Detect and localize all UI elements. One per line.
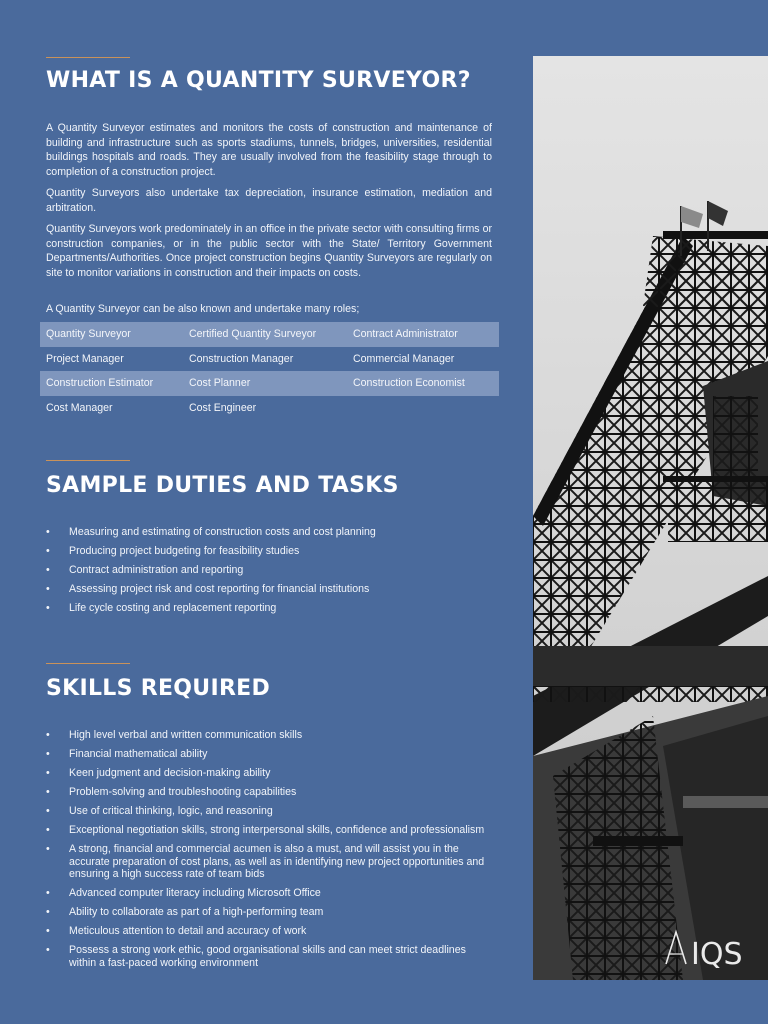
section-divider (46, 57, 130, 58)
list-item: • A strong, financial and commercial acumen is also a must, and will assist you in the accurate preparation of cost plans, as well as in identifying new project opportunities and ensuring a high success rate of team bids (46, 843, 486, 881)
list-item: • Assessing project risk and cost reporting for financial institutions (46, 583, 486, 596)
role-cell: Construction Estimator (46, 377, 154, 390)
list-item: • Advanced computer literacy including Microsoft Office (46, 887, 486, 900)
list-item: • Financial mathematical ability (46, 748, 486, 761)
role-cell: Cost Manager (46, 401, 113, 414)
paragraph: Quantity Surveyors also undertake tax depreciation, insurance estimation, mediation and arbitration. (46, 187, 492, 214)
duties-list (46, 526, 486, 615)
section-title-duties: SAMPLE DUTIES AND TASKS (46, 473, 399, 498)
crane-illustration (533, 56, 768, 980)
section-divider (46, 663, 130, 664)
list-item: • Meticulous attention to detail and accuracy of work (46, 925, 486, 938)
role-cell: Cost Planner (189, 377, 251, 390)
roles-row (40, 396, 499, 421)
list-item: • Keen judgment and decision-making ability (46, 767, 486, 780)
list-item: • Contract administration and reporting (46, 564, 486, 577)
roles-row (40, 322, 499, 347)
role-cell: Commercial Manager (353, 352, 455, 365)
list-item: • High level verbal and written communication skills (46, 729, 486, 742)
list-item: • Ability to collaborate as part of a high-performing team (46, 906, 486, 919)
list-item: • Life cycle costing and replacement reporting (46, 602, 486, 615)
list-item: • Measuring and estimating of construction costs and cost planning (46, 526, 486, 539)
skills-list (46, 729, 486, 969)
crane-photo (533, 56, 768, 980)
role-cell: Construction Manager (189, 352, 294, 365)
role-cell: Project Manager (46, 352, 124, 365)
role-cell: Certified Quantity Surveyor (189, 328, 317, 341)
paragraph: A Quantity Surveyor estimates and monitors the costs of construction and maintenance of building and infrastructure such as sports stadiums, tunnels, bridges, universities, residential buildings hospitals and roads. They are usually involved from the feasibility stage through to completion of a construction project. (46, 122, 492, 178)
list-item: • Use of critical thinking, logic, and reasoning (46, 805, 486, 818)
role-cell: Construction Economist (353, 377, 465, 390)
list-item: • Problem-solving and troubleshooting capabilities (46, 786, 486, 799)
svg-text:IQS: IQS (691, 937, 743, 972)
role-cell: Cost Engineer (189, 401, 257, 414)
list-item: • Exceptional negotiation skills, strong interpersonal skills, confidence and professionalism (46, 824, 486, 837)
section-divider (46, 460, 130, 461)
paragraph: Quantity Surveyors work predominately in an office in the private sector with consulting firms or construction companies, or in the public sector with the State/ Territory Government Departments/Authorities. Once project construction begins Quantity Surveyors are regularly on site to monitor variations in construction and their impacts on costs. (46, 223, 492, 279)
roles-table (40, 322, 499, 420)
paragraph: A Quantity Surveyor can be also known and undertake many roles; (46, 303, 360, 315)
list-item: • Possess a strong work ethic, good organisational skills and can meet strict deadlines within a fast-paced working environment (46, 944, 486, 969)
list-item: • Producing project budgeting for feasibility studies (46, 545, 486, 558)
role-cell: Contract Administrator (353, 328, 458, 341)
roles-row (40, 347, 499, 372)
section-title-skills: SKILLS REQUIRED (46, 676, 271, 701)
roles-row (40, 371, 499, 396)
section-title-what: WHAT IS A QUANTITY SURVEYOR? (46, 68, 471, 93)
role-cell: Quantity Surveyor (46, 328, 131, 341)
